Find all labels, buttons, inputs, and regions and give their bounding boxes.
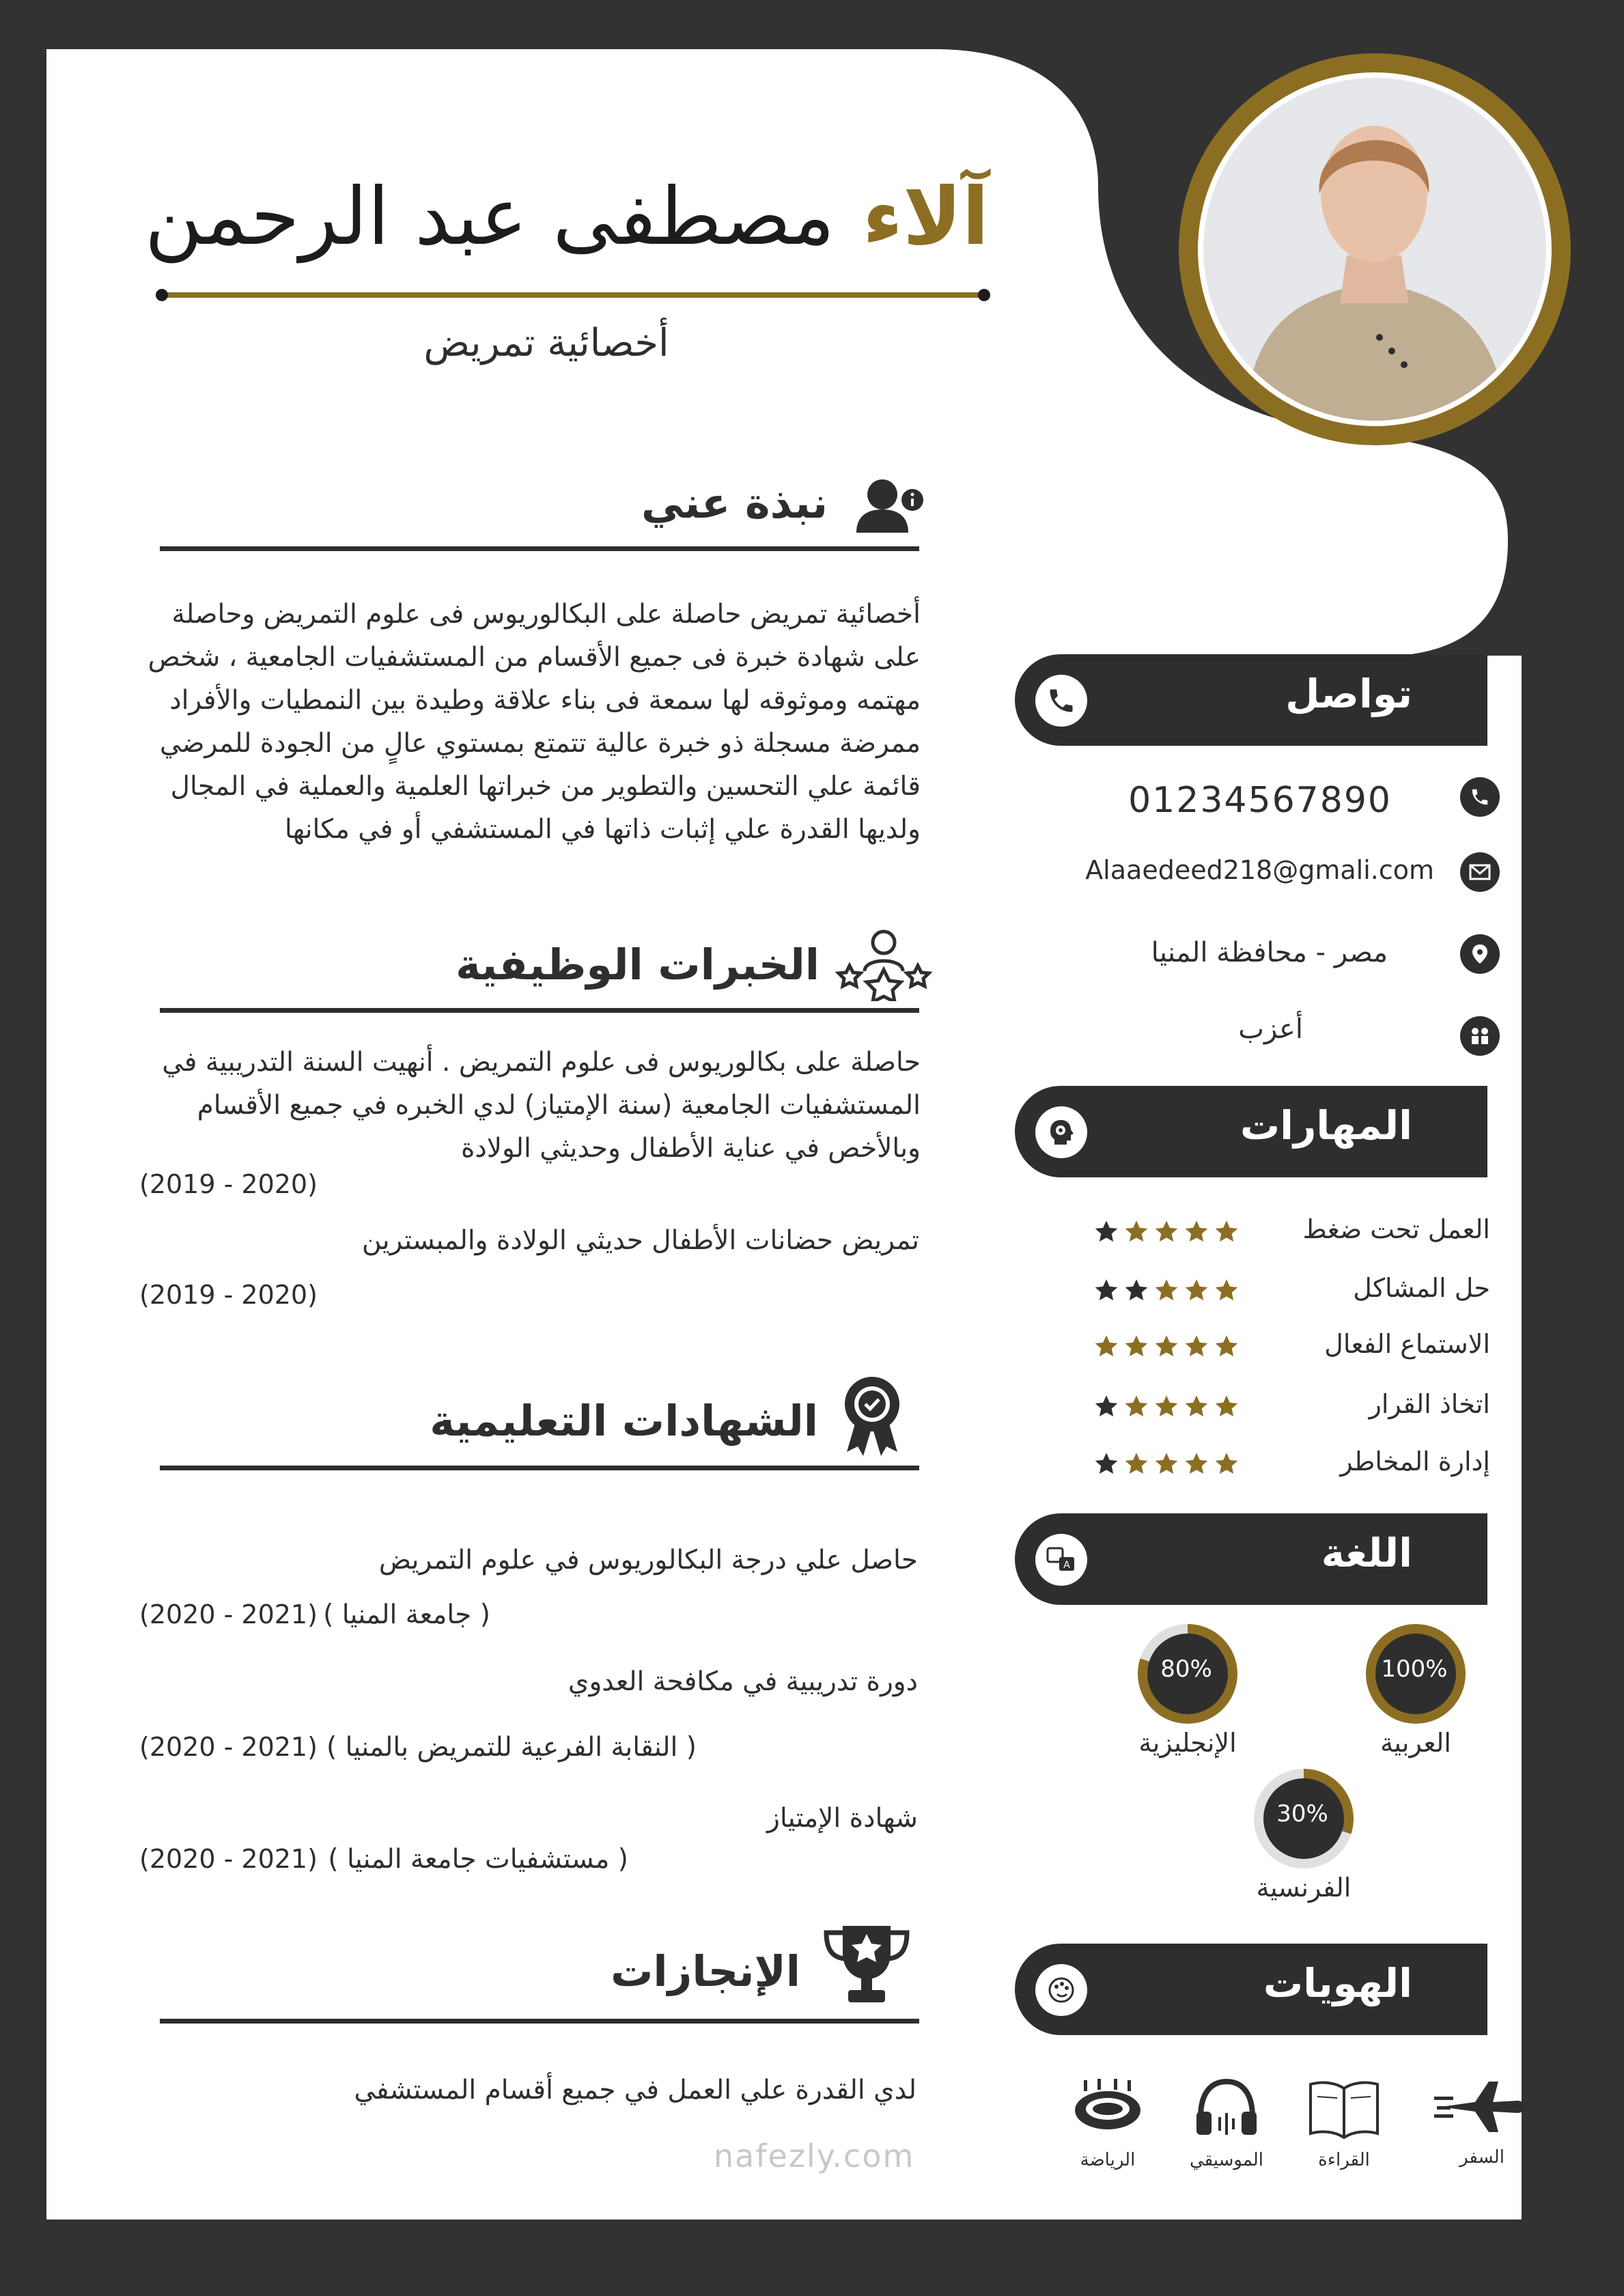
experience-line-1: حاصلة على بكالوريوس فى علوم التمريض . أنهيت السنة التدريبية في [162,1047,921,1078]
stadium-icon [1070,2076,1145,2140]
airplane-icon [1434,2076,1530,2138]
star-icon [1183,1333,1210,1360]
skill-name-3: الاستماع الفعال [1324,1329,1490,1359]
languages-header [1015,1513,1487,1605]
star-icon [1093,1277,1120,1304]
star-icon [1123,1333,1150,1360]
hobby-label-reading: القراءة [1318,2150,1370,2170]
star-icon [1183,1393,1210,1420]
first-name: آلاء [862,171,990,263]
full-name [130,171,1004,263]
education-degree-2: دورة تدريبية في مكافحة العدوي [568,1666,918,1697]
hobby-label-sports: الرياضة [1080,2150,1136,2170]
about-line-5: قائمة علي التحسين والتطوير من خبراتها العلمية والعملية في المجال [170,771,921,802]
hobby-music [1179,2076,1274,2170]
skill-row-3 [1093,1329,1490,1370]
star-icon [1213,1333,1240,1360]
trophy-icon [822,1919,911,2011]
watermark: nafezly.com [714,2138,915,2174]
skills-header [1015,1086,1487,1177]
experience-title: الخبرات الوظيفية [456,940,820,990]
skill-name-4: اتخاذ القرار [1369,1389,1490,1419]
hobby-reading [1296,2076,1392,2170]
about-line-3: مهتمه وموثوقه لها سمعة فى بناء علاقة وطيدة بين النمطيات والأفراد [169,685,921,716]
skills-title: المهارات [1240,1102,1412,1149]
experience-line-3: وبالأخص في عناية الأطفال وحديثي الولادة [460,1133,921,1164]
experience-date-2: (2019 - 2020) [139,1280,318,1310]
skill-rating-5 [1093,1451,1240,1478]
skill-name-1: العمل تحت ضغط [1302,1214,1490,1244]
name-underline [161,292,985,298]
about-line-6: ولديها القدرة علي إثبات ذاتها في المستشفي أو في مكانها [284,814,921,845]
education-place-3: ( مستشفيات جامعة المنيا ) [328,1844,628,1875]
hobby-travel [1434,2076,1530,2168]
star-icon [1183,1451,1210,1478]
star-icon [1153,1218,1180,1246]
skill-row-2 [1093,1273,1490,1314]
palette-icon [1035,1964,1087,2016]
contact-phone[interactable]: 01234567890 [1128,780,1392,821]
achievements-line [160,2019,919,2024]
star-icon [1123,1393,1150,1420]
about-line [160,546,919,551]
translate-icon [1035,1534,1087,1586]
profile-photo-frame [1179,53,1571,445]
user-info-icon [854,475,930,538]
star-icon [1093,1451,1120,1478]
star-icon [1213,1277,1240,1304]
headphones-icon [1192,2076,1261,2140]
language-english [1136,1624,1239,1758]
education-date-3: (2020 - 2021) [139,1844,318,1874]
star-icon [1213,1451,1240,1478]
avatar [1203,78,1546,421]
language-name-english: الإنجليزية [1138,1728,1237,1758]
education-place-1: ( جامعة المنيا ) [323,1599,490,1630]
phone-icon [1035,675,1087,727]
education-degree-3: شهادة الإمتياز [767,1803,918,1834]
skill-name-2: حل المشاكل [1353,1273,1490,1303]
languages-title: اللغة [1321,1530,1412,1576]
about-line-1: أخصائية تمريض حاصلة على البكالوريوس فى علوم التمريض وحاصلة [171,599,921,630]
stars-team-icon [835,927,933,1004]
education-title: الشهادات التعليمية [430,1396,818,1446]
skill-rating-3 [1093,1333,1240,1360]
education-place-2: ( النقابة الفرعية للتمريض بالمنيا ) [326,1732,697,1763]
experience-line-2: المستشفيات الجامعية (سنة الإمتياز) لدي الخبره في جميع الأقسام [197,1090,921,1121]
education-line [160,1466,919,1470]
location-icon [1460,934,1500,974]
contact-status: أعزب [1238,1013,1303,1045]
star-icon [1213,1393,1240,1420]
star-icon [1153,1451,1180,1478]
language-percent-french: 30% [1276,1800,1328,1828]
experience-date-1: (2019 - 2020) [139,1169,318,1199]
hobby-sports [1060,2076,1156,2170]
hobby-label-travel: السفر [1459,2147,1504,2168]
skill-name-5: إدارة المخاطر [1340,1446,1490,1476]
star-icon [1123,1218,1150,1246]
star-icon [1213,1218,1240,1246]
skill-row-5 [1093,1446,1490,1487]
star-icon [1183,1218,1210,1246]
star-icon [1183,1277,1210,1304]
about-line-2: على شهادة خبرة فى جميع الأقسام من المستشفيات الجامعية ، شخص [148,642,921,673]
skill-rating-1 [1093,1218,1240,1246]
hobby-label-music: الموسيقي [1189,2150,1264,2170]
star-icon [1123,1277,1150,1304]
language-french [1252,1769,1355,1903]
star-icon [1153,1393,1180,1420]
book-icon [1306,2076,1382,2140]
experience-item-1 [116,1041,921,1170]
star-icon [1123,1451,1150,1478]
right-border [1576,0,1624,2296]
education-date-1: (2020 - 2021) [139,1599,318,1629]
star-icon [1093,1393,1120,1420]
achievements-text: لدي القدرة علي العمل في جميع أقسام المستشفي [354,2075,916,2105]
language-name-arabic: العربية [1380,1728,1451,1758]
contact-address: مصر - محافظة المنيا [1151,937,1388,968]
last-name: مصطفى عبد الرحمن [144,171,835,263]
phone-small-icon [1460,777,1500,817]
skill-row-4 [1093,1389,1490,1430]
star-icon [1093,1218,1120,1246]
brain-head-icon [1035,1106,1087,1158]
contact-title: تواصل [1285,671,1412,717]
hobbies-header [1015,1944,1487,2035]
about-line-4: ممرضة مسجلة ذو خبرة عالية تتمتع بمستوي عالٍ من الجودة للمرضي [159,728,921,759]
experience-line [160,1008,919,1013]
language-percent-arabic: 100% [1381,1655,1448,1683]
experience-item-2: تمريض حضانات الأطفال حديثي الولادة والمبسترين [362,1225,919,1256]
language-percent-english: 80% [1160,1655,1212,1683]
about-title: نبذة عني [641,478,828,528]
language-name-french: الفرنسية [1256,1873,1352,1903]
contact-email[interactable]: Alaaedeed218@gmali.com [1085,855,1434,885]
star-icon [1093,1333,1120,1360]
contact-header [1015,654,1487,746]
certificate-badge-icon [841,1371,903,1460]
achievements-title: الإنجازات [611,1946,800,1996]
marital-status-icon [1460,1016,1500,1056]
star-icon [1153,1277,1180,1304]
education-degree-1: حاصل علي درجة البكالوريوس في علوم التمريض [378,1545,918,1576]
education-date-2: (2020 - 2021) [139,1732,318,1762]
skill-rating-4 [1093,1393,1240,1420]
language-arabic [1364,1624,1467,1758]
star-icon [1153,1333,1180,1360]
skill-rating-2 [1093,1277,1240,1304]
about-text [116,593,921,851]
job-title: أخصائية تمريض [423,321,669,365]
skill-row-1 [1093,1214,1490,1255]
svg-text:A: A [1063,1560,1070,1571]
hobbies-title: الهويات [1263,1960,1412,2006]
email-icon [1460,852,1500,892]
